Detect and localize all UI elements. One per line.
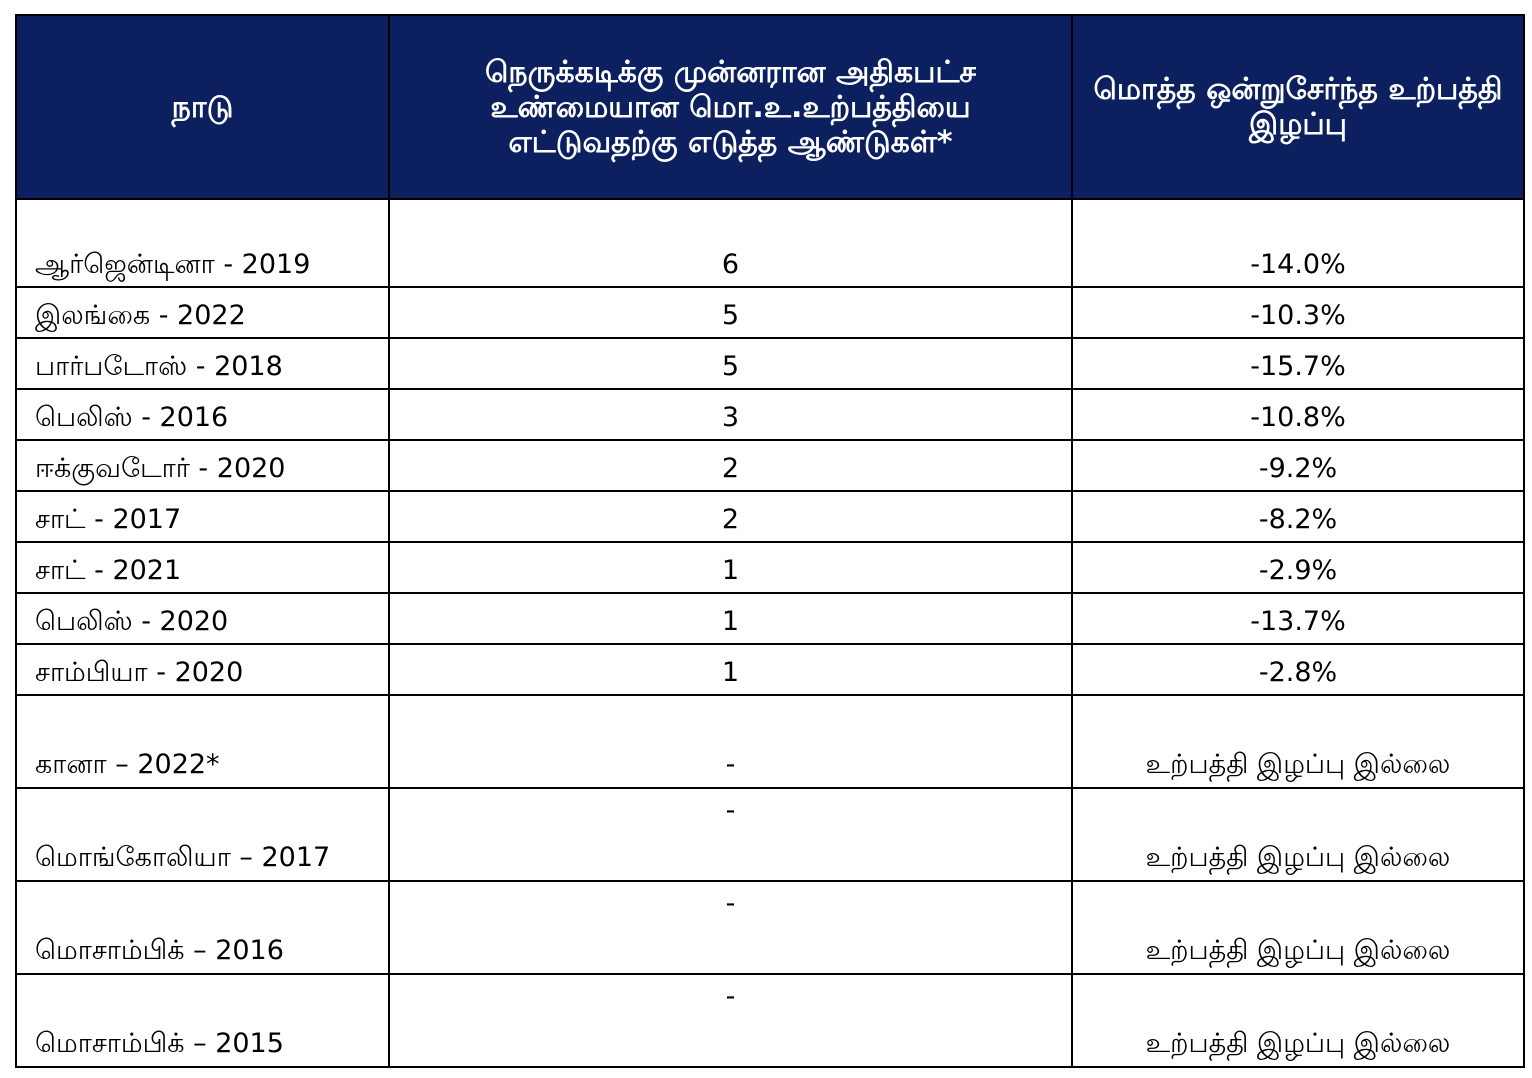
years-cell: 5 <box>389 287 1072 338</box>
table-row <box>16 695 1524 788</box>
loss-cell: உற்பத்தி இழப்பு இல்லை <box>1072 788 1524 881</box>
years-cell: 6 <box>389 199 1072 287</box>
header-cumulative-output-loss: மொத்த ஒன்றுசேர்ந்த உற்பத்தி இழப்பு <box>1072 15 1524 199</box>
country-cell: மொங்கோலியா – 2017 <box>16 788 389 881</box>
table-row <box>16 440 1524 491</box>
loss-cell: -14.0% <box>1072 199 1524 287</box>
years-cell: - <box>389 974 1072 1067</box>
loss-cell: -9.2% <box>1072 440 1524 491</box>
loss-cell: -2.9% <box>1072 542 1524 593</box>
table-row <box>16 881 1524 974</box>
country-cell: பெலிஸ் - 2020 <box>16 593 389 644</box>
country-cell: ஈக்குவடோர் - 2020 <box>16 440 389 491</box>
years-cell: 1 <box>389 593 1072 644</box>
loss-cell: -10.8% <box>1072 389 1524 440</box>
table-row <box>16 974 1524 1067</box>
loss-cell: -2.8% <box>1072 644 1524 695</box>
country-cell: பெலிஸ் - 2016 <box>16 389 389 440</box>
country-cell: இலங்கை - 2022 <box>16 287 389 338</box>
table-row <box>16 287 1524 338</box>
years-cell: 5 <box>389 338 1072 389</box>
loss-cell: -13.7% <box>1072 593 1524 644</box>
country-cell: ஆர்ஜென்டினா - 2019 <box>16 199 389 287</box>
table-header-row <box>16 15 1524 199</box>
table-row <box>16 199 1524 287</box>
country-cell: சாம்பியா - 2020 <box>16 644 389 695</box>
table-row <box>16 389 1524 440</box>
table-row <box>16 338 1524 389</box>
table-row <box>16 491 1524 542</box>
header-country: நாடு <box>16 15 389 199</box>
years-cell: 2 <box>389 440 1072 491</box>
header-years-to-recover: நெருக்கடிக்கு முன்னரான அதிகபட்ச உண்மையான மொ.உ.உற்பத்தியை எட்டுவதற்கு எடுத்த ஆண்டுகள்* <box>389 15 1072 199</box>
table-row <box>16 593 1524 644</box>
loss-cell: -10.3% <box>1072 287 1524 338</box>
years-cell: 2 <box>389 491 1072 542</box>
years-cell: - <box>389 695 1072 788</box>
years-cell: 3 <box>389 389 1072 440</box>
loss-cell: -15.7% <box>1072 338 1524 389</box>
table-row <box>16 542 1524 593</box>
table-row <box>16 788 1524 881</box>
years-cell: 1 <box>389 542 1072 593</box>
loss-cell: உற்பத்தி இழப்பு இல்லை <box>1072 881 1524 974</box>
table-row <box>16 644 1524 695</box>
loss-cell: -8.2% <box>1072 491 1524 542</box>
country-cell: மொசாம்பிக் – 2015 <box>16 974 389 1067</box>
years-cell: - <box>389 881 1072 974</box>
country-cell: பார்படோஸ் - 2018 <box>16 338 389 389</box>
country-output-loss-table <box>15 14 1525 1068</box>
loss-cell: உற்பத்தி இழப்பு இல்லை <box>1072 974 1524 1067</box>
country-cell: மொசாம்பிக் – 2016 <box>16 881 389 974</box>
country-cell: கானா – 2022* <box>16 695 389 788</box>
country-cell: சாட் - 2017 <box>16 491 389 542</box>
country-cell: சாட் - 2021 <box>16 542 389 593</box>
years-cell: 1 <box>389 644 1072 695</box>
years-cell: - <box>389 788 1072 881</box>
loss-cell: உற்பத்தி இழப்பு இல்லை <box>1072 695 1524 788</box>
